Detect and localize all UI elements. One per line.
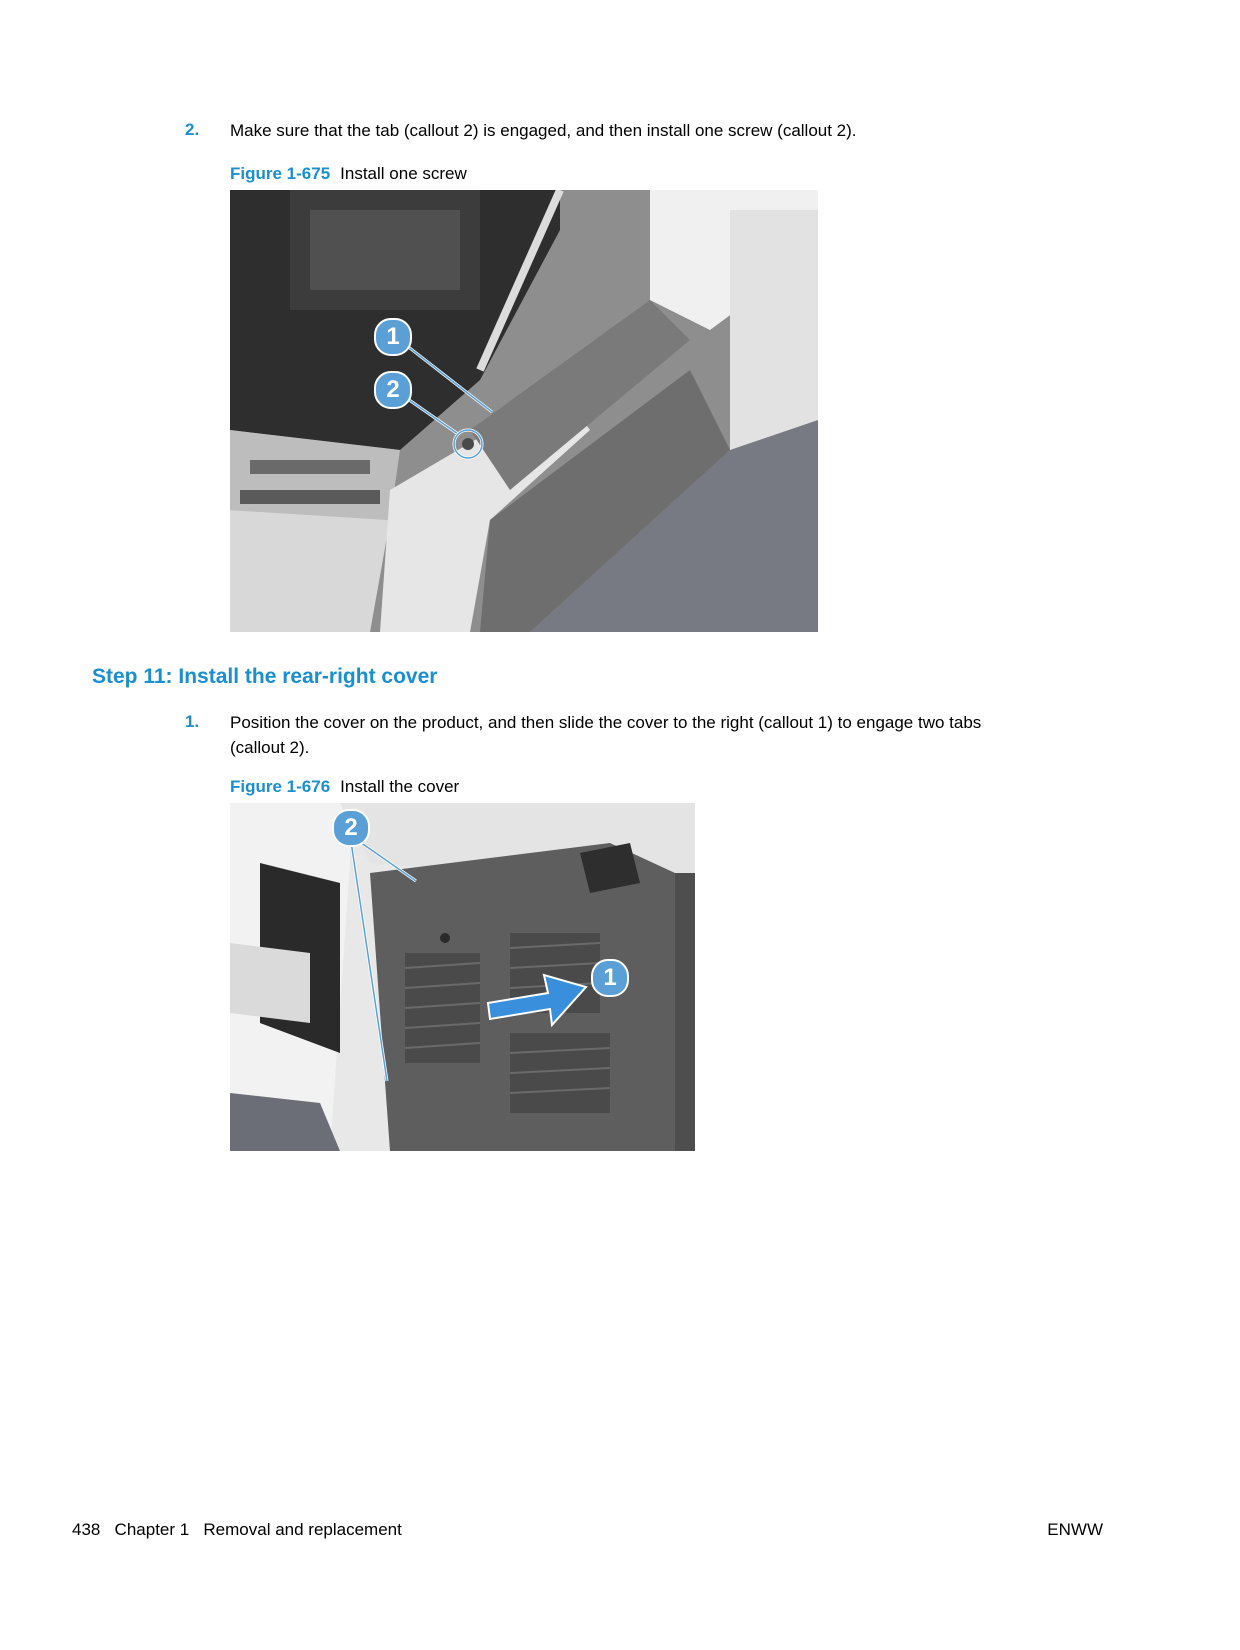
- callout-badge: 2: [332, 809, 370, 847]
- footer-right: ENWW: [1047, 1520, 1103, 1539]
- step-number: 1.: [185, 712, 200, 731]
- figure-caption: [230, 164, 467, 184]
- step-text-line: Position the cover on the product, and then slide the cover to the right (callout 1) to engage two tabs: [230, 713, 982, 732]
- step-number: 2.: [185, 120, 200, 139]
- step-text-line: (callout 2).: [230, 738, 310, 757]
- chapter-title: Removal and replacement: [203, 1520, 402, 1539]
- figure-label: Figure 1-676: [230, 777, 331, 796]
- figure-title: Install the cover: [340, 777, 460, 796]
- step-text: [230, 710, 1190, 760]
- figure-caption: [230, 777, 459, 797]
- figure-label: Figure 1-675: [230, 164, 331, 183]
- callout-badge: 1: [591, 959, 629, 997]
- callout-badge: 1: [374, 318, 412, 356]
- section-heading: Step 11: Install the rear-right cover: [92, 665, 438, 688]
- step-text: Make sure that the tab (callout 2) is engaged, and then install one screw (callout 2).: [230, 121, 857, 140]
- page-footer: [72, 1520, 402, 1540]
- chapter-label: Chapter 1: [114, 1520, 190, 1539]
- page-number: 438: [72, 1520, 101, 1539]
- figure-photo-install-screw: [230, 190, 818, 632]
- figure-photo-install-cover: [230, 803, 695, 1151]
- callout-badge: 2: [374, 371, 412, 409]
- figure-title: Install one screw: [340, 164, 467, 183]
